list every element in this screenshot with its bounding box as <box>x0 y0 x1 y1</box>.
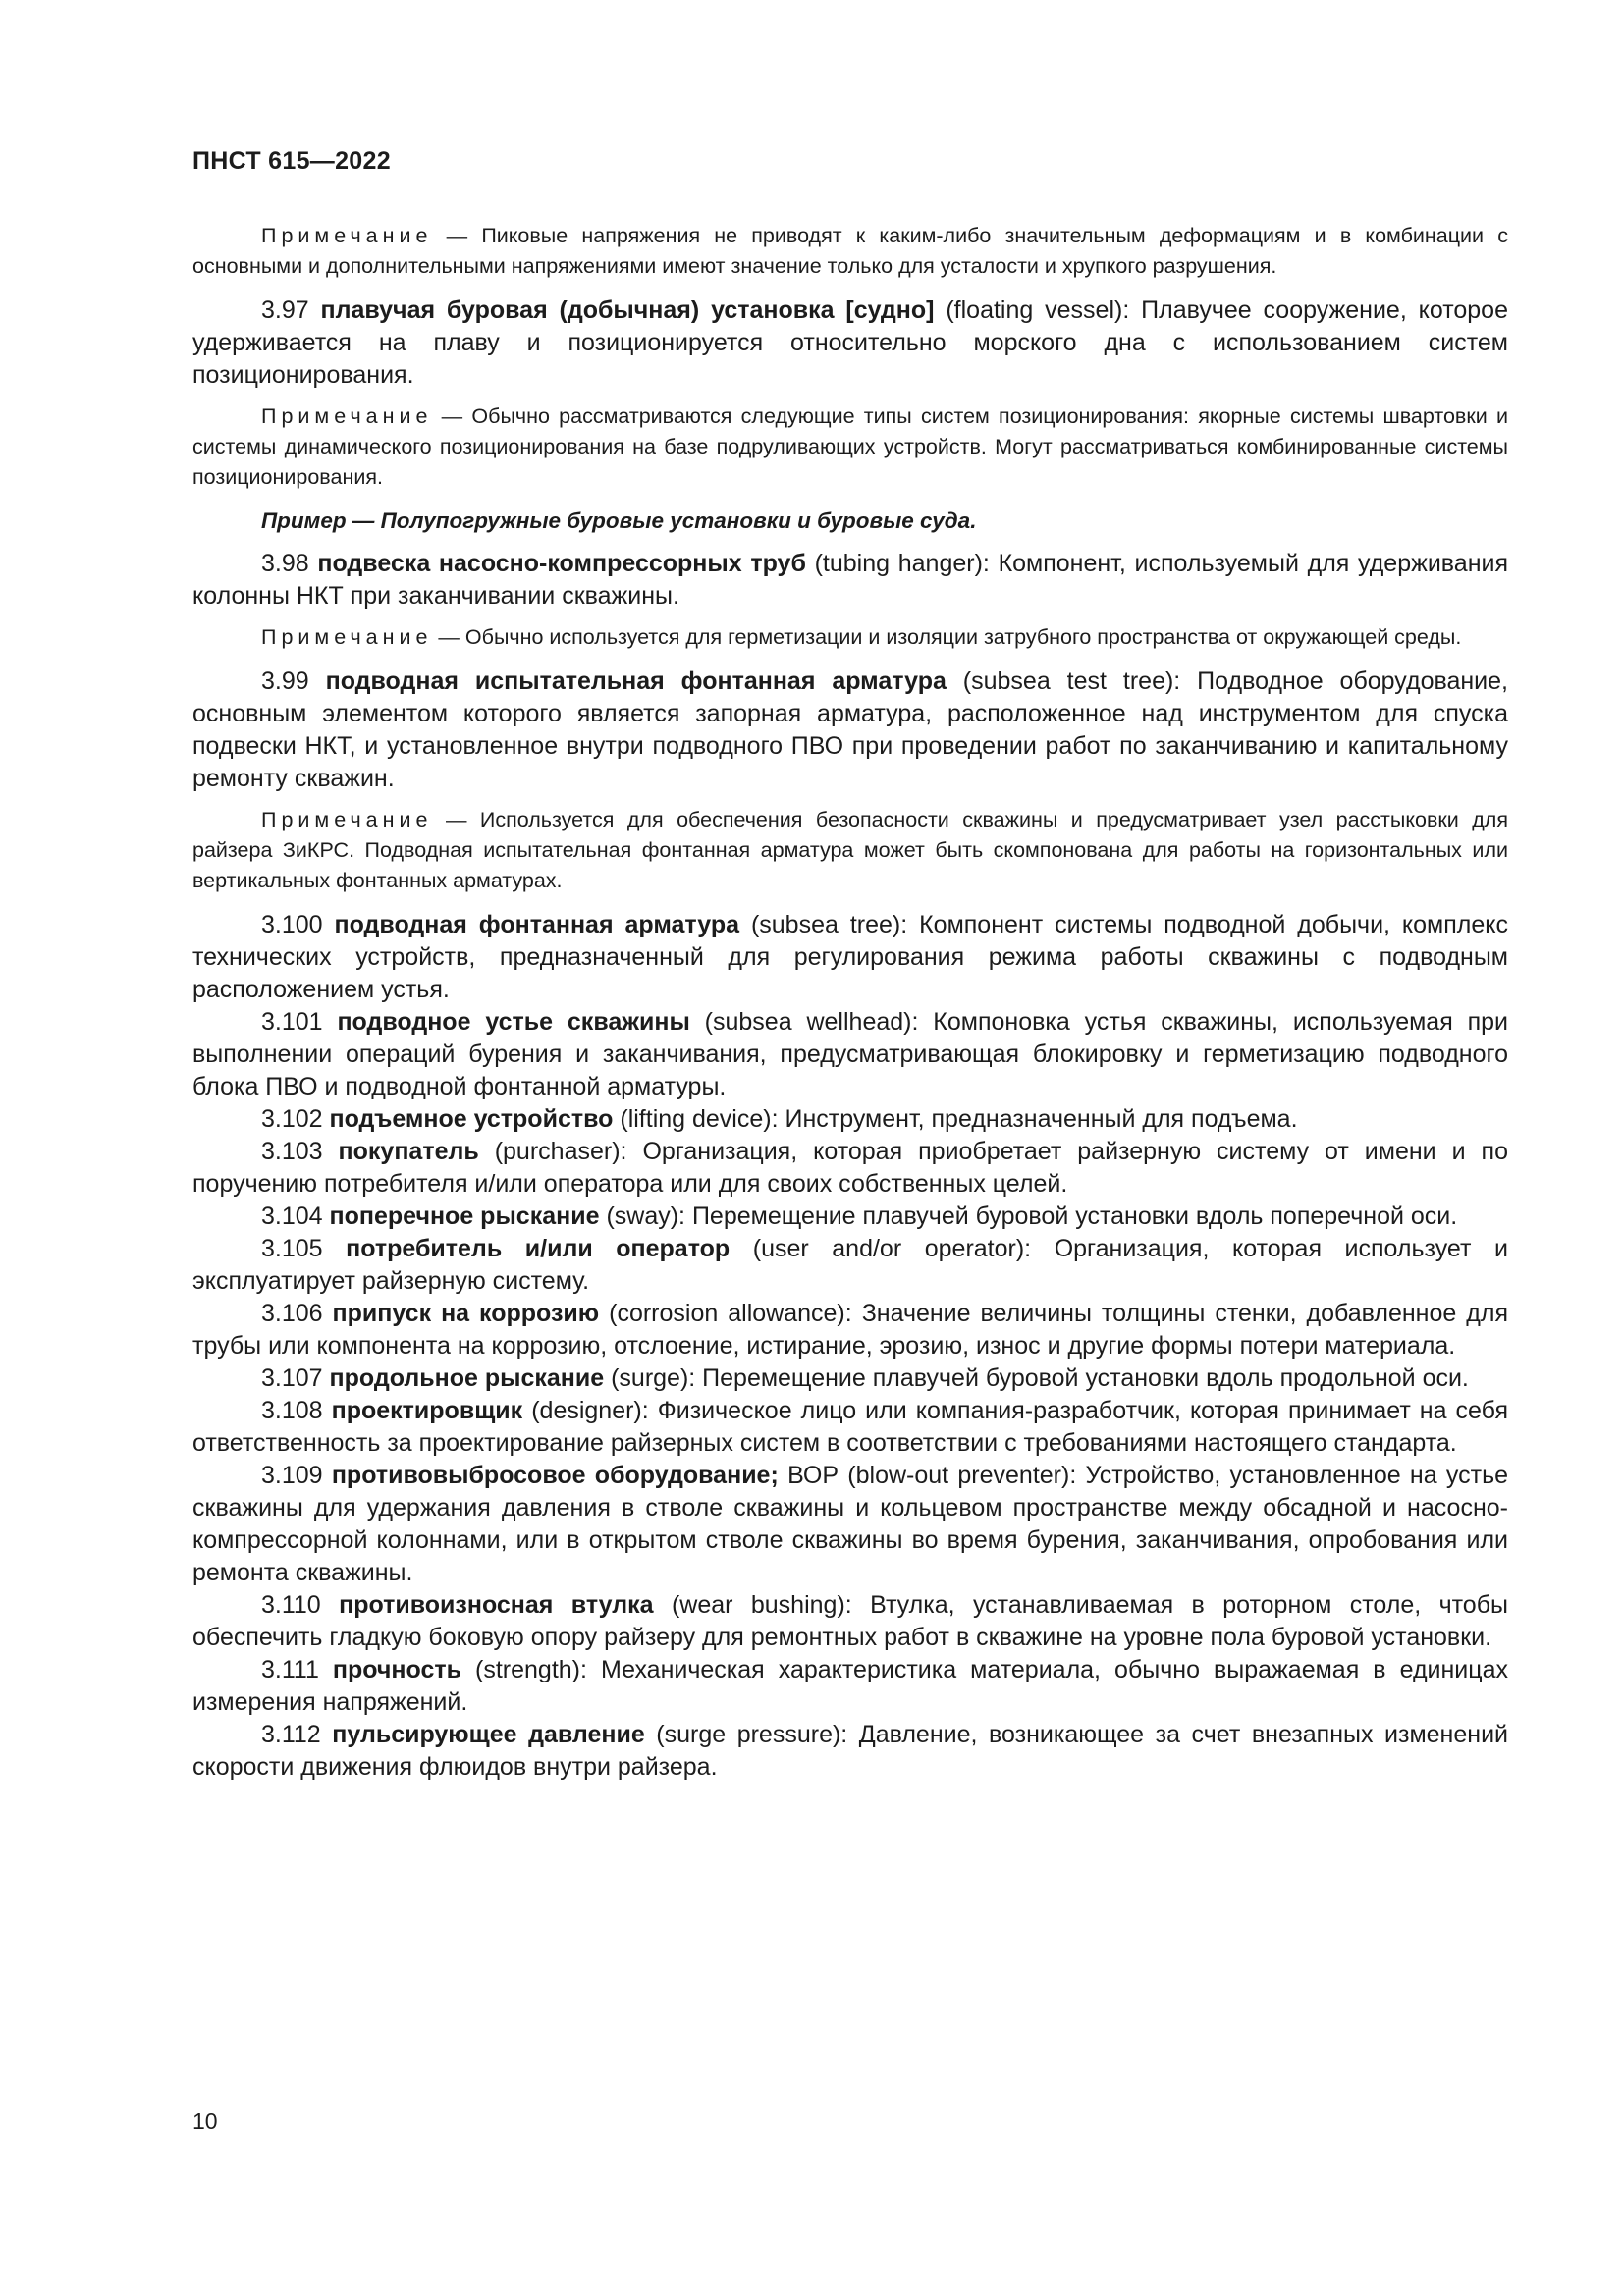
term-entry-3-104 <box>192 1201 1508 1233</box>
term-number: 3.112 <box>261 1721 333 1748</box>
document-body <box>192 221 1508 1784</box>
term-name: прочность <box>332 1656 461 1683</box>
term-name: подводное устье скважины <box>337 1008 690 1036</box>
document-header: ПНСТ 615—2022 <box>192 147 391 175</box>
term-entry-3-110 <box>192 1589 1508 1654</box>
term-number: 3.111 <box>261 1656 333 1683</box>
term-name: противоизносная втулка <box>339 1591 654 1619</box>
term-entry-3-99 <box>192 666 1508 795</box>
term-definition: (wear bushing): Втулка, устанавливаемая в роторном столе, чтобы обеспечить гладкую боковую опору райзеру для ремонтных работ в скважине на уровне пола буровой установки. <box>192 1591 1508 1651</box>
term-definition: (surge pressure): Давление, возникающее за счет внезапных изменений скорости движения флюидов внутри райзера. <box>192 1721 1508 1781</box>
term-entry-3-108 <box>192 1395 1508 1460</box>
page-number: 10 <box>192 2109 218 2134</box>
term-name: плавучая буровая (добычная) установка [судно] <box>320 296 935 324</box>
term-entry-3-107 <box>192 1362 1508 1395</box>
term-number: 3.102 <box>261 1105 330 1133</box>
term-definition: ВОР (blow-out preventer): Устройство, установленное на устье скважины для удержания давления в стволе скважины и кольцевом пространстве между обсадной и насосно-компрессорной колоннами, или в открытом стволе скважины во время бурения, заканчивания, опробования или ремонта скважины. <box>192 1462 1508 1586</box>
term-number: 3.103 <box>261 1138 339 1165</box>
term-definition: (tubing hanger): Компонент, используемый для удерживания колонны НКТ при заканчивании скважины. <box>192 550 1509 610</box>
term-definition: (lifting device): Инструмент, предназначенный для подъема. <box>613 1105 1298 1133</box>
term-entry-3-106 <box>192 1298 1508 1362</box>
term-entry-3-97 <box>192 294 1508 392</box>
note <box>192 221 1508 282</box>
term-name: подводная испытательная фонтанная арматура <box>325 667 947 695</box>
note <box>192 805 1508 896</box>
term-entry-3-100 <box>192 909 1508 1006</box>
term-name: подвеска насосно-компрессорных труб <box>317 550 806 577</box>
term-definition: (sway): Перемещение плавучей буровой установки вдоль поперечной оси. <box>599 1202 1458 1230</box>
term-entry-3-101 <box>192 1006 1508 1103</box>
note-text: — Используется для обеспечения безопасности скважины и предусматривает узел расстыковки для райзера ЗиКРС. Подводная испытательная фонтанная арматура может быть скомпонована для работы на горизонтальных или вертикальных фонтанных арматурах. <box>192 808 1508 892</box>
term-definition: (surge): Перемещение плавучей буровой установки вдоль продольной оси. <box>604 1364 1469 1392</box>
term-number: 3.98 <box>261 550 318 577</box>
term-entry-3-98 <box>192 548 1508 613</box>
term-name: проектировщик <box>331 1397 523 1424</box>
term-number: 3.104 <box>261 1202 330 1230</box>
term-definition: (subsea wellhead): Компоновка устья скважины, используемая при выполнении операций бурения и заканчивания, предусматривающая блокировку и герметизацию подводного блока ПВО и подводной фонтанной арматуры. <box>192 1008 1509 1100</box>
term-name: подводная фонтанная арматура <box>334 911 740 938</box>
term-number: 3.97 <box>261 296 321 324</box>
term-name: поперечное рыскание <box>329 1202 600 1230</box>
term-definition: (subsea tree): Компонент системы подводной добычи, комплекс технических устройств, предназначенный для регулирования режима работы скважины с подводным расположением устья. <box>192 911 1508 1003</box>
note-label: Примечание <box>261 224 433 247</box>
term-definition: (user and/or operator): Организация, которая использует и эксплуатирует райзерную систему. <box>192 1235 1508 1295</box>
term-name: пульсирующее давление <box>332 1721 645 1748</box>
note-label: Примечание <box>261 625 433 649</box>
term-name: подъемное устройство <box>329 1105 614 1133</box>
term-name: покупатель <box>338 1138 479 1165</box>
term-number: 3.107 <box>261 1364 330 1392</box>
term-entry-3-112 <box>192 1719 1508 1784</box>
term-number: 3.108 <box>261 1397 332 1424</box>
term-definition: (subsea test tree): Подводное оборудование, основным элементом которого является запорная арматура, расположенное над инструментом для спуска подвески НКТ, и установленное внутри подводного ПВО при проведении работ по заканчиванию и капитальному ремонту скважин. <box>192 667 1508 792</box>
term-entry-3-103 <box>192 1136 1508 1201</box>
term-entry-3-105 <box>192 1233 1508 1298</box>
note-text: — Обычно используется для герметизации и изоляции затрубного пространства от окружающей среды. <box>432 625 1462 649</box>
note-label: Примечание <box>261 808 433 831</box>
term-name: продольное рыскание <box>329 1364 605 1392</box>
term-entry-3-111 <box>192 1654 1508 1719</box>
note-text: — Обычно рассматриваются следующие типы систем позиционирования: якорные системы швартовки и системы динамического позиционирования на базе подруливающих устройств. Могут рассматриваться комбинированные системы позиционирования. <box>192 404 1508 489</box>
term-number: 3.101 <box>261 1008 338 1036</box>
term-entry-3-102 <box>192 1103 1508 1136</box>
term-definition: (corrosion allowance): Значение величины толщины стенки, добавленное для трубы или компонента на коррозию, отслоение, истирание, эрозию, износ и другие формы потери материала. <box>192 1300 1508 1360</box>
term-name: противовыбросовое оборудование; <box>331 1462 779 1489</box>
example: Пример — Полупогружные буровые установки и буровые суда. <box>261 508 977 533</box>
term-name: потребитель и/или оператор <box>346 1235 731 1262</box>
term-definition: (purchaser): Организация, которая приобретает райзерную систему от имени и по поручению потребителя и/или оператора или для своих собственных целей. <box>192 1138 1508 1198</box>
note <box>192 622 1508 653</box>
term-definition: (strength): Механическая характеристика материала, обычно выражаемая в единицах измерения напряжений. <box>192 1656 1508 1716</box>
term-number: 3.109 <box>261 1462 332 1489</box>
note-text: — Пиковые напряжения не приводят к каким-либо значительным деформациям и в комбинации с основными и дополнительными напряжениями имеют значение только для усталости и хрупкого разрушения. <box>192 224 1508 278</box>
term-number: 3.105 <box>261 1235 347 1262</box>
term-definition: (designer): Физическое лицо или компания-разработчик, которая принимает на себя ответственность за проектирование райзерных систем в соответствии с требованиями настоящего стандарта. <box>192 1397 1508 1457</box>
term-number: 3.100 <box>261 911 335 938</box>
term-entry-3-109 <box>192 1460 1508 1589</box>
term-number: 3.110 <box>261 1591 340 1619</box>
term-number: 3.106 <box>261 1300 333 1327</box>
note-label: Примечание <box>261 404 433 428</box>
note <box>192 401 1508 493</box>
term-name: припуск на коррозию <box>332 1300 600 1327</box>
term-number: 3.99 <box>261 667 326 695</box>
term-definition: (floating vessel): Плавучее сооружение, которое удерживается на плаву и позиционируется относительно морского дна с использованием систем позиционирования. <box>192 296 1508 389</box>
